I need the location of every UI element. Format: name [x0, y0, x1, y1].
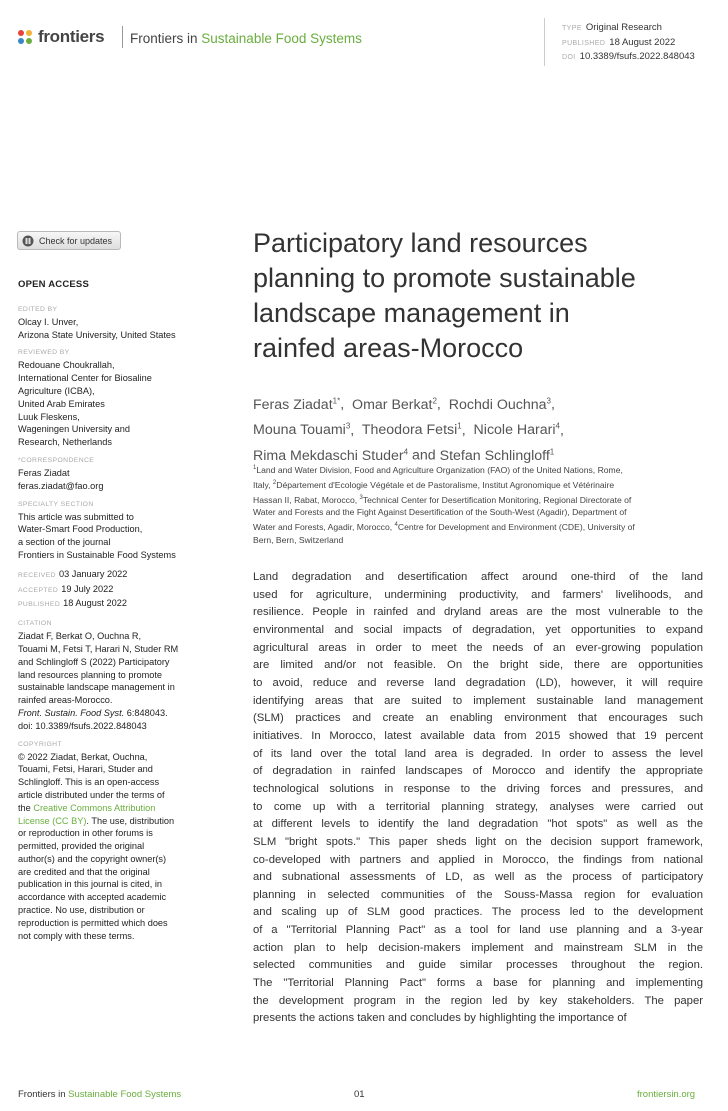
- abstract-line: of a "Territorial Planning Pact" as a tool for land use planning and a 3-year: [253, 924, 703, 937]
- reviewed-by-section: REVIEWED BY Redouane Choukrallah, International Center for Biosaline Agriculture (ICBA), United Arab Emirates Luuk Fleskens, Wageningen University and Research, Netherlands: [18, 349, 152, 448]
- abstract-line: are limited and/or not feasible. On the bright side, there are opportunities: [253, 659, 703, 672]
- header-divider: [122, 26, 123, 48]
- check-updates-icon: [22, 235, 34, 247]
- cc-license-link[interactable]: Creative Commons Attribution: [33, 802, 156, 813]
- abstract-line: (SLM) practices and create an enabling environment that encourages such: [253, 712, 703, 725]
- abstract-line: at different levels to identify the land degradation "hot spots" as well as the: [253, 818, 703, 831]
- abstract-line: technological solutions in response to the driving forces and pressures, and: [253, 782, 703, 795]
- abstract-line: planning in selected communities of the Souss-Massa region for evaluation: [253, 888, 703, 901]
- abstract-line: environmental and social impacts of degradation, yet opportunities to expand: [253, 623, 703, 636]
- footer-website-link[interactable]: frontiersin.org: [637, 1089, 696, 1100]
- abstract-line: presents the actions taken and concludes by highlighting the importance of: [253, 1012, 627, 1025]
- doi[interactable]: 10.3389/fsufs.2022.848043: [579, 51, 695, 62]
- abstract-line: selected communities and guide similar processes throughout the region.: [253, 959, 703, 972]
- abstract-line: of degradation in rainfed landscapes of Morocco and identify the appropriate: [253, 765, 703, 778]
- article-meta: TYPE Original Research PUBLISHED 18 August 2022 DOI 10.3389/fsufs.2022.848043: [562, 22, 695, 62]
- abstract-line: co-developed with partners and applied in Morocco, the findings from national: [253, 853, 703, 866]
- check-updates-label: Check for updates: [39, 235, 113, 246]
- abstract-line: resilience. People in rainfed and dryland areas are the most vulnerable to the: [253, 606, 703, 619]
- correspondence-email[interactable]: feras.ziadat@fao.org: [18, 480, 104, 491]
- sidebar: [18, 279, 203, 948]
- author[interactable]: Rochdi Ouchna$^3$: [448, 396, 551, 413]
- abstract-line: to come up with a territorial planning strategy, analyses were carried out: [253, 800, 703, 813]
- open-access-label: OPEN ACCESS: [18, 279, 90, 290]
- journal-name[interactable]: Frontiers in Sustainable Food Systems: [130, 31, 362, 46]
- citation-section: CITATION Ziadat F, Berkat O, Ouchna R, Touami M, Fetsi T, Harari N, Studer RM and Schlingloff S (2022) Participatory land resources planning to promote sustainable landscape management in rainfed areas-Morocco. Front. Sustain. Food Syst. 6:848043. doi: 10.3389/fsufs.2022.848043: [18, 618, 203, 732]
- abstract-line: and scaling up of SLM good practices. The process led to the development: [253, 906, 703, 919]
- correspondence-section: *CORRESPONDENCE Feras Ziadat feras.ziadat@fao.org: [18, 455, 203, 493]
- abstract-line: agricultural areas in order to meet the needs of an ever-growing population: [253, 641, 703, 654]
- abstract-line: The "Territorial Planning Pact" forms a base for planning and implementing: [253, 977, 703, 990]
- frontiers-logo[interactable]: [17, 27, 104, 47]
- abstract-line: and subnational assessments of LD, as well as the process of participatory: [253, 871, 703, 884]
- meta-divider: [544, 18, 545, 66]
- cc-license-link-2[interactable]: License (CC BY): [18, 815, 87, 826]
- specialty-section: SPECIALTY SECTION This article was submitted to Water-Smart Food Production, a section of the journal Frontiers in Sustainable Food Systems: [18, 500, 176, 560]
- author-list: Feras Ziadat$^{1*}$, Omar Berkat$^2$, Rochdi Ouchna$^3$, Mouna Touami$^3$, Theodora Fetsi$^1$, Nicole Harari$^4$, Rima Mekdaschi Studer$^4$ and Stefan Schlingloff$^1$: [253, 396, 564, 465]
- article-type: Original Research: [585, 22, 662, 33]
- abstract: [253, 569, 703, 1028]
- author[interactable]: Rima Mekdaschi Studer$^4$: [253, 447, 409, 465]
- check-for-updates-button[interactable]: [17, 231, 121, 250]
- abstract-line: Land degradation and desertification affect around one-third of the land: [253, 571, 703, 583]
- logo-text: frontiers: [38, 27, 105, 46]
- citation-doi[interactable]: doi: 10.3389/fsufs.2022.848043: [18, 720, 147, 731]
- abstract-line: used for agriculture, undermining productivity, and farmers' livelihoods, and: [253, 588, 703, 601]
- abstract-line: SLM "bright spots." This paper sheds light on the decision support framework,: [253, 835, 703, 848]
- author[interactable]: Stefan Schlingloff$^1$: [439, 447, 555, 465]
- dates-section: RECEIVED 03 January 2022 ACCEPTED 19 July 2022 PUBLISHED 18 August 2022: [18, 568, 128, 609]
- abstract-line: to avoid, reduce and reverse land degradation (LD), however, it will require: [253, 676, 703, 689]
- affiliations: $^1$Land and Water Division, Food and Agriculture Organization (FAO) of the United Nations, Rome, Italy, $^2$Département d'Ecologie Végétale et de Pastoralisme, Institut Agronomique et Vétérinaire Hassan II, Rabat, Morocco, $^3$Technical Center for Desertification Monitoring, Regional Directorate of Water and Forests and the Fight Against Desertification of the South-West (Agadir), Department of Water and Forests, Agadir, Morocco, $^4$Centre for Development and Environment (CDE), University of Bern, Bern, Switzerland: [253, 464, 635, 545]
- abstract-line: initiatives. In Morocco, latest available data from 2015 showed that 19 percent: [253, 729, 703, 742]
- author[interactable]: Mouna Touami$^3$: [253, 421, 351, 439]
- published-date: 18 August 2022: [609, 36, 676, 48]
- author[interactable]: Omar Berkat$^2$: [352, 396, 437, 413]
- author[interactable]: Nicole Harari$^4$: [473, 421, 560, 439]
- author[interactable]: Feras Ziadat$^{1*}$: [253, 396, 341, 413]
- abstract-line: of its land over the total land area is degraded. In order to assess the level: [253, 747, 703, 760]
- author[interactable]: Theodora Fetsi$^1$: [361, 421, 462, 439]
- footer-journal[interactable]: Frontiers in Sustainable Food Systems: [18, 1089, 182, 1100]
- edited-by-section: EDITED BY Olcay I. Unver, Arizona State University, United States: [18, 305, 176, 340]
- abstract-line: the development program in the region led by key stakeholders. The paper: [253, 994, 703, 1007]
- copyright-section: COPYRIGHT © 2022 Ziadat, Berkat, Ouchna, Touami, Fetsi, Harari, Studer and Schlingloff. This is an open-access article distributed under the terms of the Creative Commons Attribution License (CC BY). The use, distribution or reproduction in other forums is permitted, provided the original author(s) and the copyright owner(s) are credited and that the original publication in this journal is cited, in accordance with accepted academic practice. No use, distribution or reproduction is permitted which does not comply with these terms.: [18, 740, 175, 941]
- abstract-line: action plan to help decision-makers implement and mainstream SLM in the: [253, 941, 703, 954]
- abstract-line: identifying areas that are suited to implement sustainable land management: [253, 694, 703, 707]
- article-title: Participatory land resources planning to promote sustainable landscape management in rainfed areas-Morocco: [253, 228, 636, 363]
- page-number: 01: [354, 1089, 365, 1100]
- frontiers-logo-icon: [17, 29, 34, 46]
